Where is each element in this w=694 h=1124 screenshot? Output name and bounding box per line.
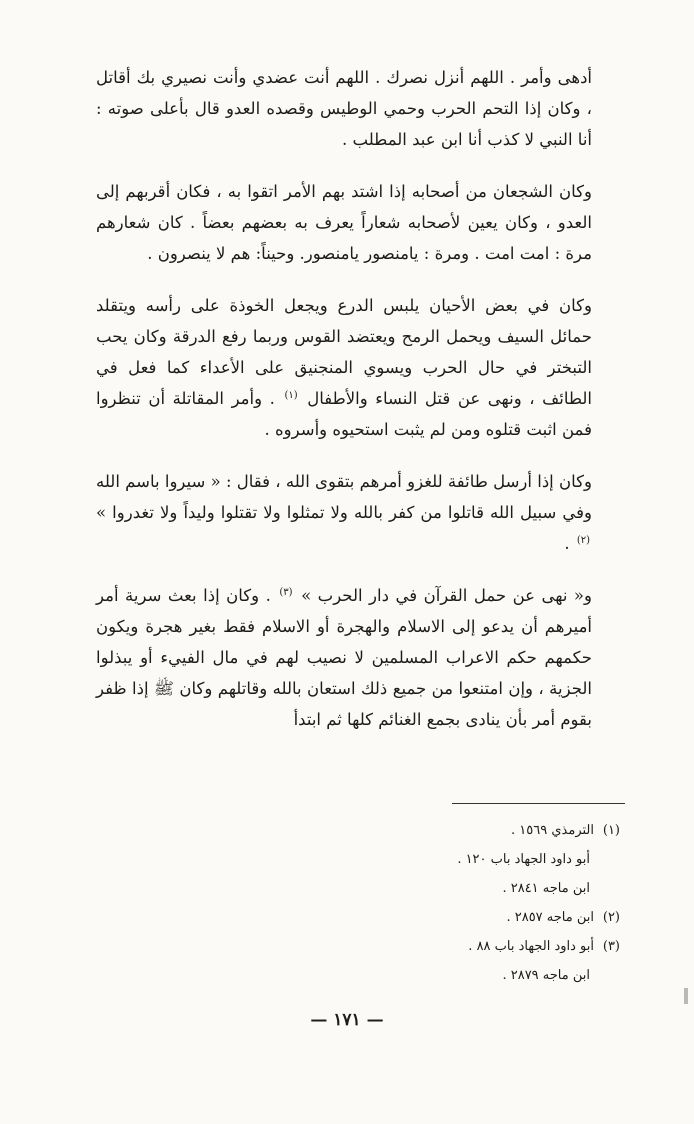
- footnote-text: أبو داود الجهاد باب ١٢٠ .: [457, 852, 590, 867]
- paragraph: أدهى وأمر . اللهم أنزل نصرك . اللهم أنت عضدي وأنت نصيري بك أقاتل ، وكان إذا التحم الحرب وحمي الوطيس وقصده العدو قال بأعلى صوته : أنا النبي لا كذب أنا ابن عبد المطلب .: [96, 68, 592, 149]
- footnote-text: ابن ماجه ٢٨٤١ .: [502, 881, 590, 896]
- footnote-ref: (٢): [576, 534, 590, 546]
- footnote: [300, 816, 620, 845]
- footnote-text: أبو داود الجهاد باب ٨٨ .: [468, 939, 594, 954]
- footnote: [300, 874, 620, 903]
- footnote-text: ابن ماجه ٢٨٥٧ .: [506, 910, 594, 925]
- footnote: [300, 903, 620, 932]
- footnote-text: الترمذي ١٥٦٩ .: [511, 823, 594, 838]
- paragraph-text: و« نهى عن حمل القرآن في دار الحرب »: [301, 586, 592, 605]
- paragraph-text: . وكان إذا بعث سرية أمر أميرهم أن يدعو إلى الاسلام والهجرة أو الاسلام فقط بغير هجرة ويكون حكمهم حكم الاعراب المسلمين لا نصيب لهم في مال الفييء أو يبذلوا الجزية ، وإن امتنعوا من جميع ذلك استعان بالله وقاتلهم وكان ﷺ إذا ظفر بقوم أمر بأن ينادى بجمع الغنائم كلها ثم ابتدأ: [96, 586, 592, 729]
- paragraph: [96, 466, 592, 559]
- paragraph: وكان الشجعان من أصحابه إذا اشتد بهم الأمر اتقوا به ، فكان أقربهم إلى العدو ، وكان يعين لأصحابه شعاراً يعرف به بعضهم بعضاً . كان شعارهم مرة : امت امت . ومرة : يامنصور يامنصور. وحيناً: هم لا ينصرون .: [96, 182, 592, 263]
- footnote-ref: (٣): [279, 586, 293, 598]
- paragraph-text: وكان في بعض الأحيان يلبس الدرع ويجعل الخوذة على رأسه ويتقلد حمائل السيف ويحمل الرمح ويعتضد القوس وربما رفع الدرقة وكان يحب التبختر في حال الحرب ويسوي المنجنيق على الأعداء كما فعل في الطائف ، ونهى عن قتل النساء والأطفال: [96, 296, 593, 408]
- footnote-ref: (١): [284, 389, 298, 401]
- paragraph-text: .: [564, 534, 570, 553]
- footnotes: [300, 816, 620, 990]
- footnote: [300, 961, 620, 990]
- paragraph: [96, 580, 592, 735]
- body-text: [96, 62, 592, 735]
- paragraph-text: . وأمر المقاتلة أن تنظروا فمن اثبت قتلوه ومن لم يثبت استحيوه وأسروه .: [96, 389, 592, 439]
- footnote-number: (٣): [602, 939, 620, 954]
- paragraph-text: وكان إذا أرسل طائفة للغزو أمرهم بتقوى الله ، فقال : « سيروا باسم الله وفي سبيل الله قاتلوا من كفر بالله ولا تمثلوا ولا تقتلوا وليداً ولا تغدروا »: [96, 472, 592, 522]
- page-number: — ١٧١ —: [310, 1010, 384, 1030]
- paragraph: [96, 290, 592, 445]
- footnote-text: ابن ماجه ٢٨٧٩ .: [502, 968, 590, 983]
- footnote: [300, 845, 620, 874]
- footnote-number: (١): [602, 823, 620, 838]
- footnote-divider: [452, 803, 625, 804]
- scan-edge-mark: [684, 988, 688, 1004]
- footnote-number: (٢): [602, 910, 620, 925]
- footnote: [300, 932, 620, 961]
